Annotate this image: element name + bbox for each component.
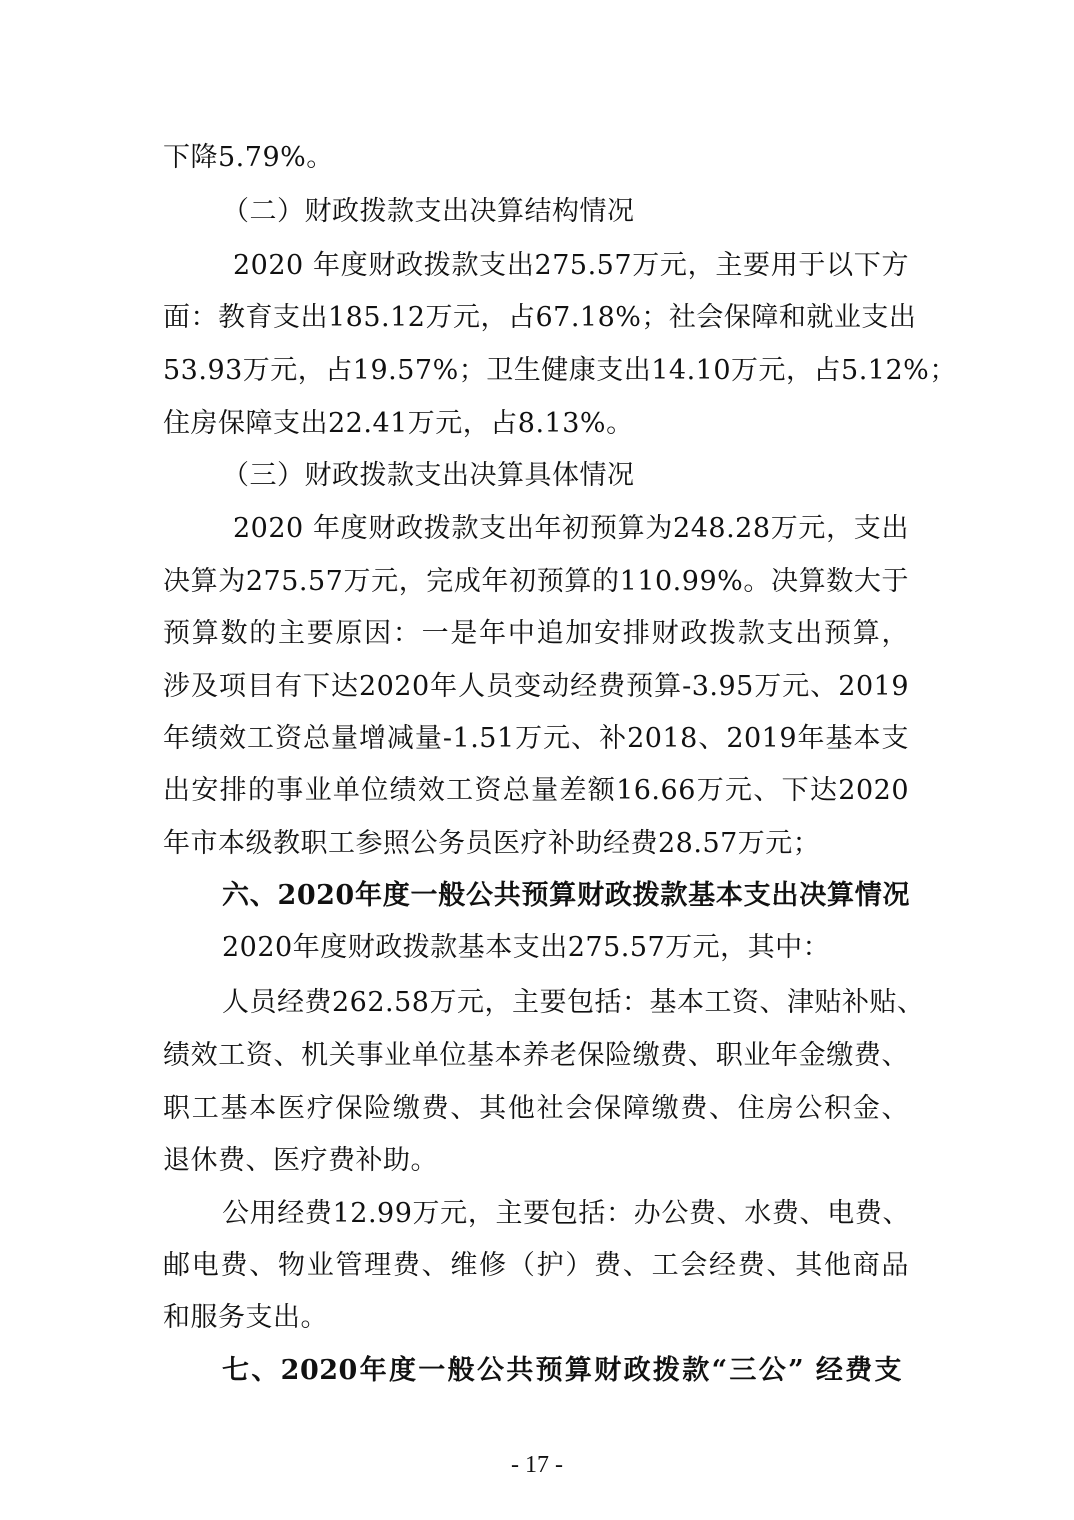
text-line: 2020 年度财政拨款支出年初预算为248.28万元，支出 <box>233 513 909 544</box>
text-line: 退休费、医疗费补助。 <box>163 1145 438 1176</box>
text-line: 人员经费262.58万元，主要包括：基本工资、津贴补贴、 <box>222 987 925 1018</box>
text-line: 2020年度财政拨款基本支出275.57万元，其中： <box>222 932 831 963</box>
section-heading: 六、2020年度一般公共预算财政拨款基本支出决算情况 <box>222 880 910 911</box>
section-heading: 七、2020年度一般公共预算财政拨款“三公” 经费支 <box>222 1355 902 1386</box>
text-line: 面：教育支出185.12万元，占67.18%；社会保障和就业支出 <box>163 302 917 333</box>
text-line: 年市本级教职工参照公务员医疗补助经费28.57万元； <box>163 828 821 859</box>
section-heading: （三）财政拨款支出决算具体情况 <box>222 460 635 491</box>
text-line: 住房保障支出22.41万元，占8.13%。 <box>163 408 634 439</box>
text-line: 53.93万元，占19.57%；卫生健康支出14.10万元，占5.12%； <box>163 355 957 386</box>
section-heading: （二）财政拨款支出决算结构情况 <box>222 196 635 227</box>
text-line: 决算为275.57万元，完成年初预算的110.99%。决算数大于 <box>163 566 909 597</box>
text-line: 绩效工资、机关事业单位基本养老保险缴费、职业年金缴费、 <box>163 1040 909 1071</box>
text-line: 下降5.79%。 <box>163 142 334 173</box>
text-line: 2020 年度财政拨款支出275.57万元，主要用于以下方 <box>233 250 909 281</box>
page-number: - 17 - <box>511 1452 563 1478</box>
text-line: 涉及项目有下达2020年人员变动经费预算-3.95万元、2019 <box>163 671 909 702</box>
text-line: 和服务支出。 <box>163 1302 328 1333</box>
text-line: 预算数的主要原因：一是年中追加安排财政拨款支出预算， <box>163 618 909 649</box>
text-line: 邮电费、物业管理费、维修（护）费、工会经费、其他商品 <box>163 1250 909 1281</box>
text-line: 年绩效工资总量增减量-1.51万元、补2018、2019年基本支 <box>163 723 909 754</box>
text-line: 公用经费12.99万元，主要包括：办公费、水费、电费、 <box>222 1198 910 1229</box>
text-line: 出安排的事业单位绩效工资总量差额16.66万元、下达2020 <box>163 775 909 806</box>
text-line: 职工基本医疗保险缴费、其他社会保障缴费、住房公积金、 <box>163 1093 909 1124</box>
